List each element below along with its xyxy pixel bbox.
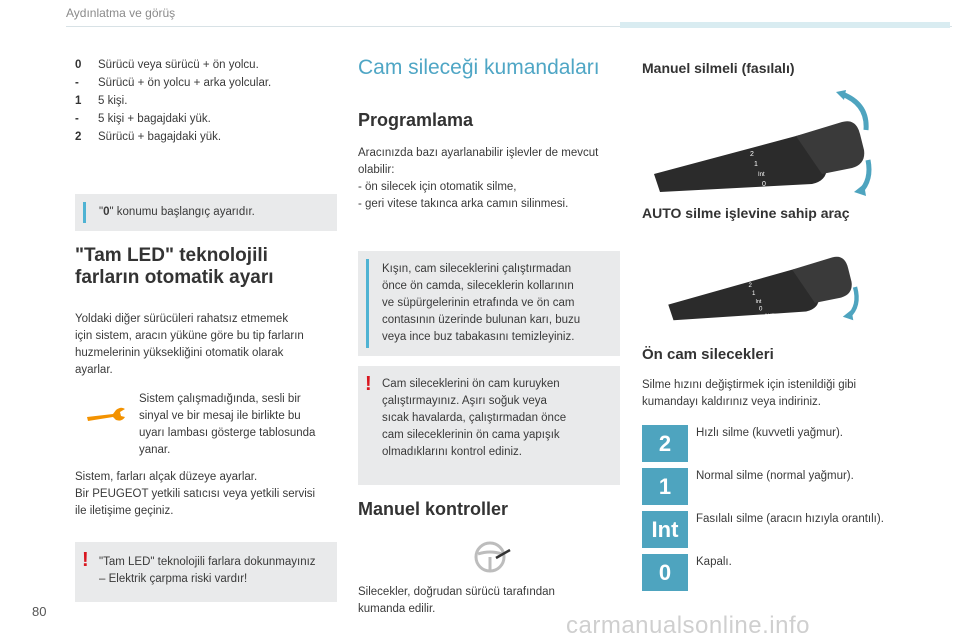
stalk-label-1: 1: [754, 161, 758, 168]
stalk-label-2: 2: [750, 151, 754, 158]
list-item: - Sürücü + ön yolcu + arka yolcular.: [75, 77, 272, 89]
header-tab-band: [620, 22, 950, 28]
stalk-label-int: Int: [755, 298, 762, 305]
speed-badge: 2: [642, 425, 688, 462]
list-item: - 5 kişi + bagajdaki yük.: [75, 113, 211, 125]
page-title: Cam sileceği kumandaları: [358, 56, 600, 79]
list-item: 1 Normal silme (normal yağmur).: [642, 468, 904, 505]
wiper-stalk-auto-image: [646, 233, 904, 334]
page-number: 80: [32, 604, 47, 619]
column-middle: [358, 56, 620, 618]
stalk-label-1: 1: [752, 289, 756, 297]
wrench-icon: [83, 391, 127, 459]
list-item: 2 Sürücü + bagajdaki yük.: [75, 131, 222, 143]
steering-wheel-icon: [472, 540, 512, 574]
exclamation-icon: !: [82, 549, 89, 571]
speed-list: [642, 425, 904, 591]
manual-controls-heading: Manuel kontroller: [358, 499, 509, 519]
list-item: 1 5 kişi.: [75, 95, 128, 107]
info-bar-icon: [366, 259, 369, 348]
manual-intermittent-heading: Manuel silmeli (fasılalı): [642, 60, 795, 76]
led-intro: Yoldaki diğer sürücüleri rahatsız etmemek için sistem, aracın yüküne göre bu tip farların huzmelerinin yüksekliğini otomatik olarak ayarlar.: [75, 313, 304, 376]
info-note-winter: Kışın, cam sileceklerini çalıştırmadan önce ön camda, sileceklerin kollarının ve süpürgelerinin etrafında ve ön cam contasının üzerinde bulunan karı, buzu veya ince buz tabakasını temizleyiniz.: [358, 251, 620, 356]
front-wipers-text: Silme hızını değiştirmek için istenildiği gibi kumandayı kaldırınız veya indiriniz.: [642, 379, 857, 408]
list-item: 0 Kapalı.: [642, 554, 904, 591]
programming-text: Aracınızda bazı ayarlanabilir işlevler de mevcut olabilir: - ön silecek için otomatik silme, - geri vitese takınca arka camın silinmesi.: [358, 147, 599, 210]
system-info: Sistem, farları alçak düzeye ayarlar. Bir PEUGEOT yetkili satıcısı veya yetkili servisi ile iletişime geçiniz.: [75, 471, 316, 517]
manual-controls-text: Silecekler, doğrudan sürücü tarafından kumanda edilir.: [358, 586, 555, 615]
front-wipers-heading: Ön cam silecekleri: [642, 346, 774, 363]
wrench-warning: [83, 391, 337, 459]
load-list: [75, 56, 337, 146]
speed-badge: 1: [642, 468, 688, 505]
list-item: 2 Hızlı silme (kuvvetli yağmur).: [642, 425, 904, 462]
led-heading: "Tam LED" teknolojili farların otomatik ayarı: [75, 245, 274, 288]
column-right: [642, 56, 904, 597]
warning-note-led: ! "Tam LED" teknolojili farlara dokunmayınız – Elektrik çarpma riski vardır!: [75, 542, 337, 602]
stalk-label-0: 0: [762, 181, 766, 188]
speed-badge: Int: [642, 511, 688, 548]
speed-badge: 0: [642, 554, 688, 591]
wiper-stalk-manual-image: [646, 88, 904, 203]
watermark: carmanualsonline.info: [566, 612, 810, 639]
wrench-warning-text: Sistem çalışmadığında, sesli bir sinyal ve bir mesaj ile birlikte bu uyarı lambası gösterge tablosunda yanar.: [139, 393, 316, 456]
list-item: Int Fasılalı silme (aracın hızıyla orantılı).: [642, 511, 904, 548]
stalk-label-int: Int: [758, 172, 765, 178]
list-item: 0 Sürücü veya sürücü + ön yolcu.: [75, 59, 259, 71]
info-bar-icon: [83, 202, 86, 223]
warning-note-dry: ! Cam sileceklerini ön cam kuruyken çalıştırmayınız. Aşırı soğuk veya sıcak havalarda, çalıştırmadan önce cam sileceklerinin ön cama yapışık olmadıklarını kontrol ediniz.: [358, 366, 620, 485]
section-header: Aydınlatma ve görüş: [66, 6, 176, 20]
info-note-start-position: "0" konumu başlangıç ayarıdır.: [75, 194, 337, 231]
auto-wiping-heading: AUTO silme işlevine sahip araç: [642, 205, 850, 221]
stalk-label-auto: AUTO: [764, 313, 779, 320]
stalk-label-2: 2: [748, 282, 752, 290]
exclamation-icon: !: [365, 373, 372, 395]
programming-heading: Programlama: [358, 110, 474, 130]
column-left: [75, 56, 337, 602]
stalk-label-0: 0: [759, 305, 763, 313]
